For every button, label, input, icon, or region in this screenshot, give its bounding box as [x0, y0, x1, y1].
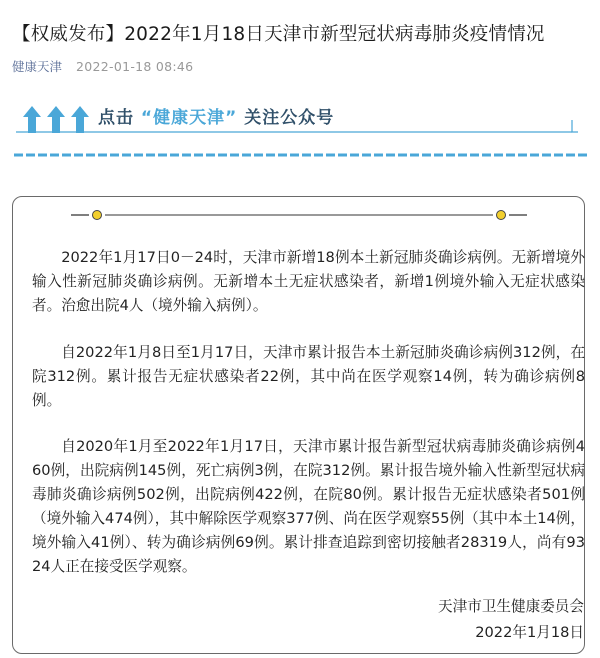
article-title: 【权威发布】2022年1月18日天津市新型冠状病毒肺炎疫情情况 [12, 24, 545, 45]
signature-organization: 天津市卫生健康委员会 [438, 598, 584, 615]
signature-date: 2022年1月18日 [475, 624, 584, 641]
report-card [12, 196, 585, 654]
follow-prompt-prefix: 点击 [98, 108, 134, 128]
card-header-ornament [69, 205, 529, 225]
report-paragraph-daily: 2022年1月17日0－24时，天津市新增18例本土新冠肺炎确诊病例。无新增境外输入性新冠肺炎确诊病例。无新增本土无症状感染者，新增1例境外输入无症状感染者。治愈出院4人（境外输入病例）。 [32, 249, 585, 314]
publish-time: 2022-01-18 08:46 [76, 59, 194, 74]
report-paragraph-local-cumulative: 自2022年1月8日至1月17日，天津市累计报告本土新冠肺炎确诊病例312例，在院312例。累计报告无症状感染者22例，其中尚在医学观察14例，转为确诊病例8例。 [32, 344, 585, 409]
follow-prompt-account: “健康天津” [140, 108, 238, 128]
article-meta [12, 58, 193, 76]
banner-decoration-lines [12, 120, 588, 160]
account-name-link[interactable]: 健康天津 [12, 59, 63, 74]
follow-banner[interactable] [12, 94, 588, 166]
follow-prompt-suffix: 关注公众号 [244, 108, 335, 128]
ornament-dot-icon [497, 211, 506, 220]
ornament-dot-icon [93, 211, 102, 220]
report-paragraph-total-cumulative: 自2020年1月至2022年1月17日，天津市累计报告新型冠状病毒肺炎确诊病例460例，出院病例145例，死亡病例3例，在院312例。累计报告境外输入性新型冠状病毒肺炎确诊病例502例，出院病例422例，在院80例。累计报告无症状感染者501例（境外输入474例），其中解除医学观察377例、尚在医学观察55例（其中本土14例，境外输入41例）、转为确诊病例69例。累计排查追踪到密切接触者28319人，尚有9324人正在接受医学观察。 [32, 438, 585, 575]
